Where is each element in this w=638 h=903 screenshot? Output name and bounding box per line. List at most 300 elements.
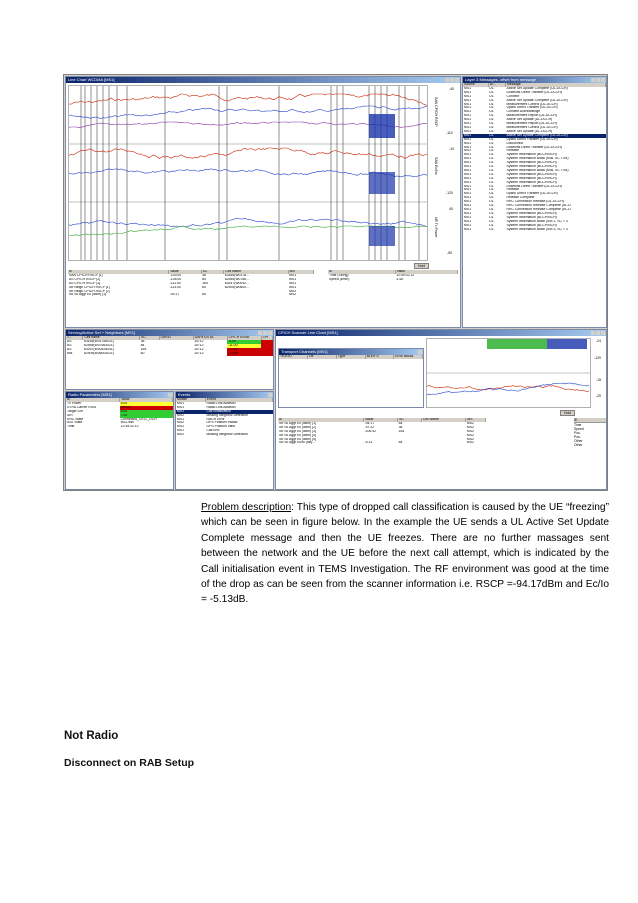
cell: MS2 xyxy=(466,437,474,441)
cell: DL xyxy=(489,161,494,165)
col-header[interactable]: CPI xyxy=(261,336,272,340)
close-icon[interactable] xyxy=(601,78,605,82)
cell: -88.00 xyxy=(120,406,173,410)
cell: MS1 xyxy=(289,285,297,289)
cell: MS1 xyxy=(464,215,471,219)
col-header[interactable]: IE xyxy=(278,418,364,422)
cell: 164 xyxy=(140,347,147,351)
lc-axis-label: -10 xyxy=(449,147,455,151)
cell: MS1 xyxy=(464,90,471,94)
minimize-icon[interactable] xyxy=(591,331,595,335)
col-header[interactable]: IE xyxy=(66,398,120,402)
cell: System Information (BCCH:BCH) xyxy=(506,161,557,165)
cell: DL xyxy=(489,153,494,157)
cell: 62955(W07663021) xyxy=(83,343,114,347)
maximize-icon[interactable] xyxy=(596,331,600,335)
cell: Release xyxy=(506,149,519,153)
cell: 164 xyxy=(202,281,208,285)
cell: GPS Position Valid xyxy=(206,425,235,429)
cell: Radio Link Addition xyxy=(206,405,236,409)
cell: 84 xyxy=(398,421,403,425)
col-header[interactable]: MS xyxy=(288,270,313,274)
hold-button[interactable]: Hold xyxy=(560,410,575,416)
layer3-table xyxy=(463,83,606,231)
cell: DL xyxy=(489,180,494,184)
cell: -106.42 xyxy=(364,429,376,433)
hold-button[interactable]: Hold xyxy=(414,263,429,269)
table-row[interactable] xyxy=(68,293,314,297)
cell: 5.00 xyxy=(120,402,173,406)
col-header[interactable]: IE xyxy=(68,270,169,274)
events-table xyxy=(176,398,273,437)
cell: 84 xyxy=(202,277,206,281)
col-header[interactable]: Mobile xyxy=(176,398,206,402)
cell: DL xyxy=(489,223,494,227)
cell: Str Neigh CPICH RSCP [2] xyxy=(69,289,110,293)
cell: UL xyxy=(489,90,494,94)
cell: MS1 xyxy=(463,134,488,138)
cell: MS1 xyxy=(464,141,471,145)
cell: Measurement Report (UL-DCCH) xyxy=(506,122,557,126)
cell: Str Sc Aggr Ec (dBm) [1] xyxy=(279,421,316,425)
cell: MS1 xyxy=(464,98,471,102)
cell: 63257(W0042... xyxy=(224,281,249,285)
cell: DL xyxy=(489,188,494,192)
cell: MS1 xyxy=(464,172,471,176)
cell: System Information (BCCH:BCH) xyxy=(506,211,557,215)
col-header[interactable]: Type xyxy=(336,355,365,359)
cell: -5.13 xyxy=(364,441,373,445)
cell: Connect xyxy=(506,94,520,98)
cell: 84 xyxy=(202,293,206,297)
cell: UL xyxy=(489,114,494,118)
scanner-band xyxy=(487,339,547,349)
minimize-icon[interactable] xyxy=(445,78,449,82)
rscp-trace xyxy=(69,94,427,105)
col-header[interactable]: BLER S xyxy=(365,355,394,359)
cell xyxy=(261,352,272,356)
cell: UL xyxy=(488,134,505,138)
cell: 84 xyxy=(398,441,403,445)
close-icon[interactable] xyxy=(601,331,605,335)
cell: DL xyxy=(489,200,494,204)
scanner-axis-label: -20 xyxy=(596,394,602,398)
cell: MS2 xyxy=(177,433,184,437)
cell: MS1 xyxy=(464,196,471,200)
cell: -11.00 xyxy=(227,344,261,348)
cell: Measurement Control (DL-DCCH) xyxy=(506,102,558,106)
table-row[interactable] xyxy=(66,352,273,356)
scanner-titlebar[interactable] xyxy=(276,330,606,336)
cell: MS1 xyxy=(464,149,471,153)
line-chart-titlebar[interactable] xyxy=(66,77,460,83)
cell: MS1 xyxy=(464,129,471,133)
cell: Measurement Control (DL-DCCH) xyxy=(506,125,558,129)
col-header[interactable]: MS xyxy=(466,418,486,422)
col-header[interactable]: Di... xyxy=(488,83,505,87)
col-header[interactable]: Cell Name xyxy=(421,418,466,422)
cell: Release Complete xyxy=(506,196,535,200)
cell: DL xyxy=(489,125,494,129)
cell: AS xyxy=(67,347,72,351)
cell: 36 xyxy=(202,273,206,277)
scanner-right-col xyxy=(574,418,606,488)
minimize-icon[interactable] xyxy=(258,331,262,335)
lc-axis-label: -120 xyxy=(446,191,454,195)
cell: MS2 xyxy=(466,441,474,445)
cell: Tx Power xyxy=(67,401,82,405)
col-header[interactable]: Value xyxy=(120,398,173,402)
cell: 10712 xyxy=(194,351,204,355)
tems-screenshot xyxy=(63,74,608,491)
dense-block xyxy=(369,114,395,138)
col-header[interactable]: CPICH Ec/No xyxy=(227,336,261,340)
cell: MS1 xyxy=(464,145,471,149)
cell: MS1 xyxy=(464,161,471,165)
col-header[interactable]: Message xyxy=(506,83,606,87)
close-icon[interactable] xyxy=(268,331,272,335)
cell: 10712 xyxy=(194,339,204,343)
cell: DL xyxy=(489,172,494,176)
cell: UL xyxy=(489,86,494,90)
cell: MS1 xyxy=(464,165,471,169)
cell: Connected_CELL_DCH xyxy=(120,417,157,421)
cell: DL xyxy=(489,211,494,215)
cell: DL xyxy=(489,149,494,153)
cell: Uplink Direct Transfer (UL-DCCH) xyxy=(506,192,558,196)
lc-axis-label: -50 xyxy=(447,251,453,255)
col-header[interactable]: Dir xyxy=(308,355,337,359)
cell: -17.00 xyxy=(227,348,261,352)
col-header[interactable]: IE xyxy=(328,270,395,274)
cell: Downlink Direct Transfer (DL-DCCH) xyxy=(506,90,562,94)
event-row[interactable] xyxy=(176,433,273,437)
cell: Str Sc Aggr Ec (dBm) [3] xyxy=(279,429,316,433)
lc-table-2 xyxy=(328,270,458,300)
cell: -105.00 xyxy=(169,277,182,281)
cell: 60 xyxy=(202,285,206,289)
cell: DL xyxy=(489,157,494,161)
cell: MS2 xyxy=(466,425,474,429)
cell: 36 xyxy=(398,425,403,429)
cell: 63165(W01766021) xyxy=(83,339,114,343)
scanner-table-area xyxy=(278,418,486,488)
cell: Call End xyxy=(206,429,220,433)
scanner-axis-label: -15 xyxy=(596,378,602,382)
cell: System Information (BCCH:BCH) xyxy=(506,165,557,169)
cell: Speed (km/h) xyxy=(329,277,350,281)
cell: MS2 xyxy=(289,289,297,293)
cell: MS1 xyxy=(464,208,471,211)
cell: Missing Neighbor Detection xyxy=(206,413,248,417)
layer3-window xyxy=(462,76,607,328)
cell: MS1 xyxy=(464,153,471,157)
cell xyxy=(159,352,193,356)
col-header[interactable]: TrCh ID xyxy=(279,355,308,359)
col-header[interactable]: Cell ID xyxy=(159,336,193,340)
cell: MS2 xyxy=(466,421,474,425)
col-header[interactable]: T... xyxy=(66,336,83,340)
line-chart-title: Line Chart WCDMA [MS1] xyxy=(68,77,115,82)
cell: 60 xyxy=(140,351,145,355)
cell: DL xyxy=(489,118,494,122)
cell: MS1 xyxy=(289,281,297,285)
cell: DL xyxy=(489,168,494,172)
cell: RRC Connection Release Complete (UL-D xyxy=(506,208,571,211)
cell: Str Sc Aggr Ec (dBm) [4] xyxy=(279,433,316,437)
close-icon[interactable] xyxy=(168,393,172,397)
serving-table xyxy=(66,336,273,356)
cell: MS2 xyxy=(177,413,184,417)
radio-window xyxy=(65,391,174,490)
lc-axis-label: -110 xyxy=(446,131,453,135)
scanner-band xyxy=(547,339,587,349)
problem-text: : This type of dropped call classification is caused by the UE “freezing” which can be seen in figure below. In the example the UE sends a UL Active Set Update Complete message and then the UE freezes. There are no further massages sent between the network and the UE before the next call attempt, which is indicated by the Call initialisation event in TEMS Investigation. The RF environment was good at the time of the drop as can be seen from the scanner information i.e. RSCP =-94.17dBm and Ec/Io = -5.13dB. xyxy=(201,502,609,606)
col-header[interactable]: Cell name xyxy=(83,336,140,340)
cell: MS1 xyxy=(464,176,471,180)
cell: Release xyxy=(506,188,519,192)
cell: UL xyxy=(489,122,494,126)
cell: -19.00 xyxy=(227,352,261,356)
col-header[interactable]: Value xyxy=(395,270,457,274)
cell: Str Sc Aggr Ec (dBm) [1] xyxy=(69,293,106,297)
cell: AS xyxy=(67,343,72,347)
cell: DL xyxy=(489,145,494,149)
cell: RAT State xyxy=(67,421,83,425)
cell xyxy=(224,293,288,297)
lc-side-label: SAN Ec/No xyxy=(434,157,438,175)
cell: 12:49:32.12 xyxy=(396,273,415,277)
ie-label: Speed xyxy=(574,427,584,431)
cell: AS CPICH RSCP [3] xyxy=(69,281,101,285)
minimize-icon[interactable] xyxy=(591,78,595,82)
cell: System Information (BCCH:BCH) xyxy=(506,172,557,176)
cell: Downlink Direct Transfer (DL-DCCH) xyxy=(506,145,562,149)
cell: MS1 xyxy=(464,86,471,90)
cell: MS1 xyxy=(464,106,471,110)
radio-table xyxy=(66,398,173,429)
cell: Uplink Direct Transfer (UL-DCCH) xyxy=(506,137,558,141)
col-header[interactable]: Value xyxy=(169,270,201,274)
ecno-trace xyxy=(69,148,427,159)
cell: 10712 xyxy=(194,343,204,347)
cell: AS CPICH RSCP [2] xyxy=(69,277,101,281)
cell: MS1 xyxy=(289,273,297,277)
scanner-ie-table xyxy=(278,418,486,445)
cell: DL xyxy=(489,129,494,133)
cell: 62905(W06004021) xyxy=(83,351,114,355)
cell: UL xyxy=(489,98,494,102)
maximize-icon[interactable] xyxy=(596,78,600,82)
scanner-svg xyxy=(427,339,590,407)
scanner-plot xyxy=(426,338,591,408)
cell: 84 xyxy=(140,343,145,347)
cell: MS1 xyxy=(464,219,471,223)
cell: RRC Connection Release (DL-DCCH) xyxy=(506,200,564,204)
cell: SAN CPICH RSCP [1] xyxy=(69,273,103,277)
col-header[interactable]: Cell Name xyxy=(224,270,288,274)
cell: DL xyxy=(489,227,494,231)
cell: MS1 xyxy=(177,405,184,409)
cell: Target SIR xyxy=(67,409,84,413)
cell: Time (String) xyxy=(329,273,349,277)
cell: UL xyxy=(489,192,494,196)
cell: 36 xyxy=(140,339,145,343)
dense-block xyxy=(369,226,395,246)
cell: Active Set Update Complete (UL-DCCH) xyxy=(506,134,606,138)
cell: MS1 xyxy=(177,417,184,421)
cell: Disconnect xyxy=(506,141,524,145)
transport-title: Transport Channels [MS1] xyxy=(281,349,328,354)
cell: MS1 xyxy=(464,227,471,231)
cell: DL xyxy=(489,141,494,145)
cell: MS1 xyxy=(464,118,471,122)
cell: MS2 xyxy=(466,429,474,433)
scanner-window xyxy=(275,329,607,490)
cell: MS1 xyxy=(464,192,471,196)
line-chart-window xyxy=(65,76,461,328)
col-header[interactable]: UARFCN DL xyxy=(193,336,227,340)
lc-side-label: UE Tx Power xyxy=(434,217,438,238)
cell: MS1 xyxy=(464,180,471,184)
cell: Radio Link Addition xyxy=(206,401,236,405)
cell: MS1 xyxy=(464,200,471,204)
cell: -103.00 xyxy=(169,273,182,277)
cell: Active Set Update Complete (UL-DCCH) xyxy=(506,86,568,90)
col-header[interactable]: Error blocks xyxy=(394,355,423,359)
cell: MS1 xyxy=(464,184,471,188)
cell: 63165(W0178... xyxy=(224,273,249,277)
cell: System Information (BCCH:BCH) xyxy=(506,223,557,227)
col-header[interactable]: Event xyxy=(206,398,273,402)
cell: DL xyxy=(489,184,494,188)
cell: MS1 xyxy=(464,102,471,106)
cell: AS xyxy=(67,339,72,343)
cell: Str Neigh CPICH RSCP [1] xyxy=(69,285,110,289)
table-row[interactable] xyxy=(328,278,458,282)
close-icon[interactable] xyxy=(418,350,422,354)
cell: System Information (BCCH:BCH) xyxy=(506,176,557,180)
transport-window xyxy=(278,348,424,408)
cell: MS2 xyxy=(177,425,184,429)
ie-label: Time xyxy=(574,423,582,427)
cell: Str Sc Aggr Ec (dBm) [5] xyxy=(279,437,316,441)
cell: Connect Acknowledge xyxy=(506,110,541,114)
scanner-axis-label: -120 xyxy=(594,356,602,360)
maximize-icon[interactable] xyxy=(263,331,267,335)
cell: UL xyxy=(489,110,494,114)
cell: Measurement Report (UL-DCCH) xyxy=(506,114,557,118)
cell: 7.00 xyxy=(120,414,173,418)
cell: System Information (BCCH:BCH) xyxy=(506,180,557,184)
ie-label: Other xyxy=(574,439,583,443)
cell: -94.17 xyxy=(364,421,375,425)
lc-ie-table-2 xyxy=(328,270,458,282)
dense-block xyxy=(369,172,395,194)
cell: Time xyxy=(67,425,75,429)
col-header[interactable]: SC xyxy=(398,418,422,422)
cell: System Information (BCCH:BCH) xyxy=(506,215,557,219)
l3-message-row[interactable] xyxy=(463,228,606,232)
radio-param-row[interactable] xyxy=(66,425,173,429)
col-header[interactable]: IE xyxy=(574,418,606,423)
cell: MS1 xyxy=(464,157,471,161)
cell: Str Sc Aggr Ec (dBm) [2] xyxy=(279,425,316,429)
cell: UL xyxy=(489,94,494,98)
layer3-title: Layer 3 Messages, offset from message xyxy=(465,77,537,82)
cell: MS1 xyxy=(464,204,471,208)
col-header[interactable]: SC xyxy=(201,270,224,274)
cell: System Information Block (SIB 3, SC = 3 xyxy=(506,227,568,231)
lc-axis-label: -40 xyxy=(449,87,455,91)
close-icon[interactable] xyxy=(268,393,272,397)
cell: 6.00 xyxy=(120,410,173,414)
cell: 164 xyxy=(398,429,405,433)
lc-table xyxy=(68,270,314,325)
cell: DL xyxy=(489,176,494,180)
scanner-axis-label: -24 xyxy=(596,339,602,343)
cell: Active Set Update Complete (UL-DCCH) xyxy=(506,98,568,102)
problem-description xyxy=(201,500,609,608)
cell: MS1 xyxy=(177,401,184,405)
cell: DL xyxy=(489,165,494,169)
close-icon[interactable] xyxy=(455,78,459,82)
cell: UL xyxy=(489,208,494,211)
col-header[interactable]: SC xyxy=(140,336,160,340)
cell: GPS Position Invalid xyxy=(206,421,238,425)
cell: Downlink Direct Transfer (DL-DCCH) xyxy=(506,184,562,188)
radio-title: Radio Parameters [MS1] xyxy=(68,392,112,397)
cell: MS2 xyxy=(177,421,184,425)
txpower-trace xyxy=(69,218,427,227)
cell: RRC State xyxy=(67,417,84,421)
cell: Active Set Update (DL-DCCH) xyxy=(506,129,553,133)
cell: MS1 xyxy=(464,125,471,129)
cell: UL xyxy=(489,196,494,200)
line-chart-plot xyxy=(68,85,428,261)
scanner-title: CPICH Scanner Line Chart [MS1] xyxy=(278,330,338,335)
cell: MS1 xyxy=(464,122,471,126)
col-header[interactable]: Source xyxy=(463,83,488,87)
lc-side-label: SAN CPICH RSCP xyxy=(434,97,438,127)
problem-label: Problem description xyxy=(201,502,292,513)
cell: -9.00 xyxy=(227,340,261,344)
transport-table xyxy=(279,355,423,359)
cell: MS2 xyxy=(289,293,297,297)
cell: RRC Connection Release Complete (UL-D xyxy=(506,204,571,208)
ie-label: Other xyxy=(574,443,583,447)
lc-ie-table xyxy=(68,270,314,297)
line-chart-svg xyxy=(69,86,427,260)
cell: UL xyxy=(489,204,494,208)
cell: 12:49:32.12 xyxy=(120,425,139,429)
cell: UL xyxy=(489,137,494,141)
cell: -113.00 xyxy=(169,285,181,289)
cell: System Information (BCCH:BCH) xyxy=(506,153,557,157)
cell: MS1 xyxy=(464,211,471,215)
ie-label: Pos. xyxy=(574,435,581,439)
cell: MS1 xyxy=(176,410,206,414)
cell: MS1 xyxy=(464,114,471,118)
events-window xyxy=(175,391,274,490)
cell: MS1 xyxy=(464,110,471,114)
maximize-icon[interactable] xyxy=(450,78,454,82)
cell: Uplink Direct Transfer (UL-DCCH) xyxy=(506,106,558,110)
col-header[interactable]: Value xyxy=(364,418,398,422)
table-row[interactable] xyxy=(278,441,486,445)
cell: -94.17 xyxy=(169,293,180,297)
cell: DL xyxy=(489,219,494,223)
